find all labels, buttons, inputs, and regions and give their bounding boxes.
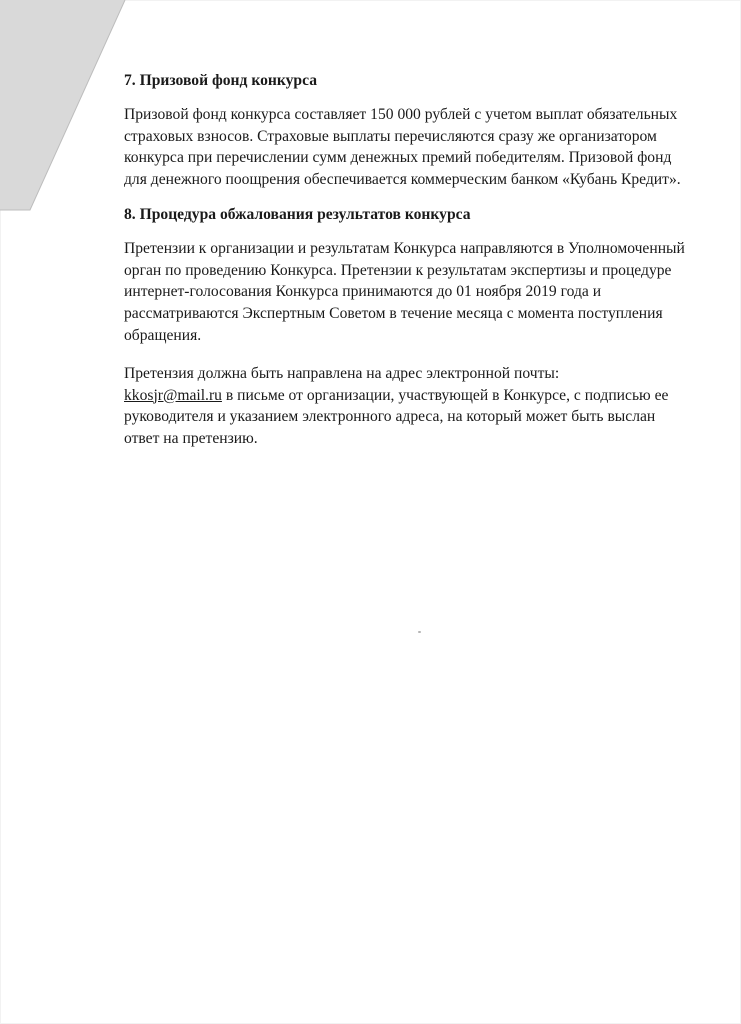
paragraph-prize-fund: Призовой фонд конкурса составляет 150 000 рублей с учетом выплат обязательных страховых взносов. Страховые выплаты перечисляются сразу же организатором конкурса при перечислении сумм денежных премий победителям. Призовой фонд для денежного поощрения обеспечивается коммерческим банком «Кубань Кредит».	[124, 105, 681, 189]
claim-address-tail: в письме от организации, участвующей в Конкурсе, с подписью ее руководителя и указанием электронного адреса, на который может быть выслан ответ на претензию.	[124, 386, 669, 448]
document-content	[124, 70, 689, 466]
email-link[interactable]: kkosjr@mail.ru	[124, 386, 222, 404]
section-prize-fund	[124, 70, 689, 191]
paragraph-claims: Претензии к организации и результатам Конкурса направляются в Уполномоченный орган по проведению Конкурса. Претензии к результатам экспертизы и процедуре интернет-голосования Конкурса принимаются до 01 ноября 2019 года и рассматриваются Экспертным Советом в течение месяца с момента поступления обращения.	[124, 239, 685, 344]
section-heading-prize-fund: 7. Призовой фонд конкурса	[124, 72, 318, 89]
section-appeal-procedure	[124, 204, 689, 450]
paragraph-claim-address	[124, 363, 689, 450]
claim-address-intro: Претензия должна быть направлена на адрес электронной почты:	[124, 364, 560, 382]
scan-speck	[418, 631, 421, 633]
section-heading-appeal-procedure: 8. Процедура обжалования результатов конкурса	[124, 205, 471, 223]
